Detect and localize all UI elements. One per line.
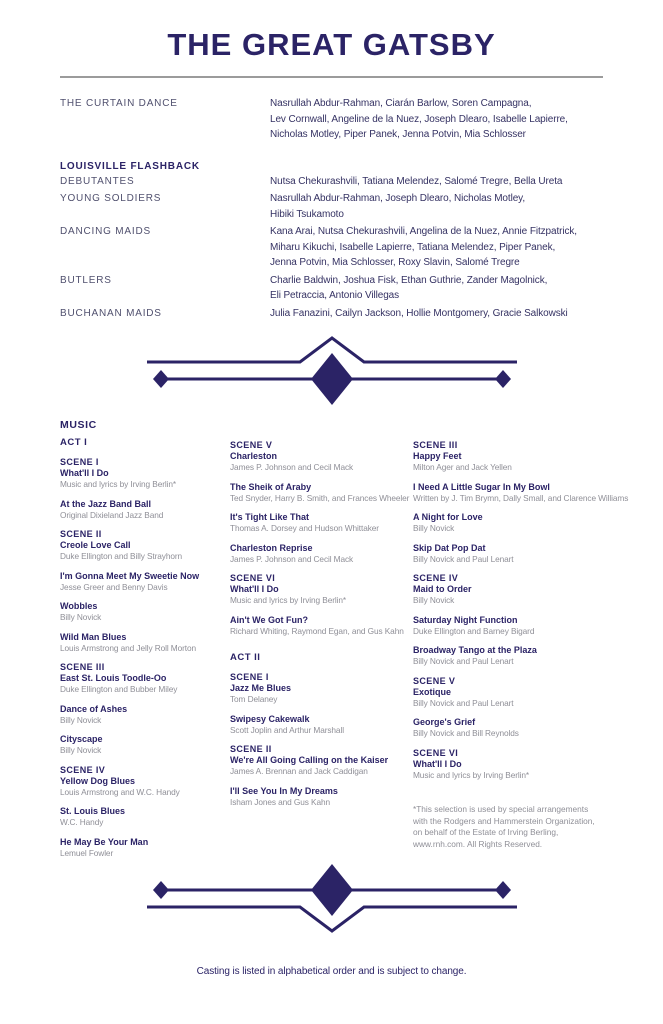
song-composer: Billy Novick xyxy=(60,612,102,622)
title-rule xyxy=(60,76,603,78)
song-title: Dance of Ashes xyxy=(60,703,128,714)
song-title: East St. Louis Toodle-Oo xyxy=(60,673,167,683)
song-composer: Music and lyrics by Irving Berlin* xyxy=(413,769,530,780)
music-column xyxy=(60,419,230,858)
song-entry xyxy=(413,512,603,534)
song-title: Charleston xyxy=(230,451,278,461)
cast-row xyxy=(60,224,603,271)
song-title: Wild Man Blues xyxy=(60,631,127,642)
cast-names xyxy=(270,306,568,322)
song-composer: James P. Johnson and Cecil Mack xyxy=(230,462,354,472)
song-composer: Written by J. Tim Brymn, Dally Small, and Clarence Williams xyxy=(413,492,629,503)
song-title: Yellow Dog Blues xyxy=(60,775,136,786)
song-title: Broadway Tango at the Plaza xyxy=(413,645,537,655)
song-composer: Tom Delaney xyxy=(230,694,278,704)
song-title: A Night for Love xyxy=(413,512,483,522)
song-title: Cityscape xyxy=(60,734,103,744)
song-composer: Music and lyrics by Irving Berlin* xyxy=(60,479,177,489)
song-composer: Original Dixieland Jazz Band xyxy=(60,509,164,520)
song-title: Skip Dat Pop Dat xyxy=(413,542,486,553)
cast-name-line: Charlie Baldwin, Joshua Fisk, Ethan Guthrie, Zander Magolnick, xyxy=(270,274,548,286)
song-composer: Duke Ellington and Barney Bigard xyxy=(413,625,535,636)
scene-label: SCENE IV xyxy=(60,764,106,775)
cast-role-label: BUTLERS xyxy=(60,274,112,286)
song-title: Ain't We Got Fun? xyxy=(230,614,308,625)
song-entry xyxy=(60,457,230,490)
song-composer: Billy Novick and Paul Lenart xyxy=(413,553,514,564)
song-composer: Louis Armstrong and Jelly Roll Morton xyxy=(60,642,197,653)
song-title: Swipesy Cakewalk xyxy=(230,713,310,724)
song-title: I Need A Little Sugar In My Bowl xyxy=(413,481,550,492)
song-composer: Louis Armstrong and W.C. Handy xyxy=(60,786,180,797)
scene-label: SCENE I xyxy=(230,672,269,682)
act-label: ACT I xyxy=(60,437,88,448)
song-title: What'll I Do xyxy=(230,584,279,594)
song-composer: Billy Novick and Paul Lenart xyxy=(413,697,514,708)
cast-names xyxy=(270,273,547,304)
cast-name-line: Julia Fanazini, Cailyn Jackson, Hollie Montgomery, Gracie Salkowski xyxy=(270,307,568,319)
song-title: Jazz Me Blues xyxy=(230,683,292,693)
song-composer: Billy Novick and Bill Reynolds xyxy=(413,728,519,738)
song-composer: Billy Novick xyxy=(60,714,102,725)
song-entry xyxy=(413,615,603,637)
song-entry xyxy=(413,481,629,504)
song-entry xyxy=(230,440,413,473)
cast-names xyxy=(270,191,525,222)
song-title: Happy Feet xyxy=(413,451,462,461)
song-entry xyxy=(230,615,413,637)
music-column xyxy=(413,419,629,858)
song-entry xyxy=(60,632,230,654)
song-composer: Music and lyrics by Irving Berlin* xyxy=(230,595,347,605)
song-entry xyxy=(413,440,603,473)
song-entry xyxy=(413,573,603,606)
song-composer: Duke Ellington and Billy Strayhorn xyxy=(60,551,183,561)
song-title: What'll I Do xyxy=(60,468,109,478)
song-composer: Billy Novick and Paul Lenart xyxy=(413,656,514,666)
song-title: I'm Gonna Meet My Sweetie Now xyxy=(60,570,200,581)
cast-names xyxy=(270,174,562,190)
cast-role-label: DEBUTANTES xyxy=(60,175,135,187)
song-entry xyxy=(230,786,413,808)
cast-role-label: THE CURTAIN DANCE xyxy=(60,98,178,109)
scene-label: SCENE II xyxy=(60,529,102,539)
cast-row xyxy=(60,273,603,304)
song-entry xyxy=(413,645,603,667)
song-composer: W.C. Handy xyxy=(60,817,104,827)
song-entry xyxy=(60,601,230,623)
scene-label: SCENE IV xyxy=(413,573,459,583)
footer-note: Casting is listed in alphabetical order and is subject to change. xyxy=(196,966,467,977)
song-entry xyxy=(413,676,603,709)
cast-row xyxy=(60,159,603,172)
music-heading: MUSIC xyxy=(60,419,97,431)
song-title: He May Be Your Man xyxy=(60,836,149,847)
scene-label: SCENE III xyxy=(413,440,458,450)
song-entry xyxy=(413,543,603,565)
scene-label: SCENE III xyxy=(60,662,105,672)
song-title: George's Grief xyxy=(413,717,476,727)
song-composer: Lemuel Fowler xyxy=(60,847,114,858)
song-composer: Billy Novick xyxy=(413,595,455,605)
song-entry xyxy=(230,714,413,736)
song-entry xyxy=(60,837,230,859)
scene-label: SCENE II xyxy=(230,744,272,754)
song-title: It's Tight Like That xyxy=(230,512,309,522)
song-composer: Billy Novick xyxy=(60,745,102,755)
song-composer: Isham Jones and Gus Kahn xyxy=(230,796,330,807)
song-entry xyxy=(60,662,230,695)
cast-name-line: Nasrullah Abdur-Rahman, Joseph Dlearo, Nicholas Motley, xyxy=(270,193,525,204)
cast-names xyxy=(270,224,577,271)
cast-role-label: LOUISVILLE FLASHBACK xyxy=(60,160,200,172)
song-title: What'll I Do xyxy=(413,758,462,769)
song-title: Exotique xyxy=(413,686,452,697)
song-title: The Sheik of Araby xyxy=(230,481,312,492)
song-composer: Jesse Greer and Benny Davis xyxy=(60,581,168,592)
song-title: St. Louis Blues xyxy=(60,806,126,816)
song-entry xyxy=(60,765,230,798)
song-composer: Duke Ellington and Bubber Miley xyxy=(60,684,178,694)
cast-row xyxy=(60,306,603,322)
cast-name-line: Miharu Kikuchi, Isabelle Lapierre, Tatiana Melendez, Piper Panek, xyxy=(270,241,556,253)
scene-label: SCENE VI xyxy=(413,747,459,758)
cast-names xyxy=(270,96,568,143)
cast-name-line: Nasrullah Abdur-Rahman, Ciarán Barlow, Soren Campagna, xyxy=(270,98,532,109)
art-deco-divider-bottom-icon xyxy=(147,864,517,934)
scene-label: SCENE V xyxy=(413,675,456,686)
song-entry xyxy=(60,529,230,562)
song-title: Wobbles xyxy=(60,601,98,611)
cast-name-line: Kana Arai, Nutsa Chekurashvili, Angelina de la Nuez, Annie Fitzpatrick, xyxy=(270,226,577,237)
song-composer: Thomas A. Dorsey and Hudson Whittaker xyxy=(230,523,379,533)
music-column xyxy=(230,419,413,858)
song-title: At the Jazz Band Ball xyxy=(60,498,152,509)
song-entry xyxy=(413,717,603,739)
song-title: Charleston Reprise xyxy=(230,542,313,553)
cast-name-line: Lev Cornwall, Angeline de la Nuez, Joseph Dlearo, Isabelle Lapierre, xyxy=(270,113,568,125)
act-label: ACT II xyxy=(230,652,261,663)
music-footnote: *This selection is used by special arrangements with the Rodgers and Hammerstein Organization, on behalf of the Estate of Irving Berling, www.rnh.com. All Rights Reserved. xyxy=(413,804,595,849)
song-title: Creole Love Call xyxy=(60,540,131,550)
song-entry xyxy=(230,744,413,777)
cast-role-label: YOUNG SOLDIERS xyxy=(60,193,162,204)
song-composer: Richard Whiting, Raymond Egan, and Gus Kahn xyxy=(230,625,404,636)
song-entry xyxy=(60,571,230,593)
song-entry xyxy=(60,499,230,521)
cast-name-line: Eli Petraccia, Antonio Villegas xyxy=(270,290,400,301)
cast-role-label: BUCHANAN MAIDS xyxy=(60,307,162,319)
song-entry xyxy=(230,512,413,534)
cast-name-line: Nicholas Motley, Piper Panek, Jenna Potvin, Mia Schlosser xyxy=(270,129,526,140)
song-entry xyxy=(413,748,603,781)
song-title: Saturday Night Function xyxy=(413,614,518,625)
song-entry xyxy=(60,704,230,726)
song-title: Maid to Order xyxy=(413,584,472,594)
song-title: We're All Going Calling on the Kaiser xyxy=(230,755,389,765)
page-title: THE GREAT GATSBY xyxy=(167,27,496,62)
cast-name-line: Jenna Potvin, Mia Schlosser, Roxy Slavin, Salomé Tregre xyxy=(270,257,520,268)
song-title: I'll See You In My Dreams xyxy=(230,785,338,796)
scene-label: SCENE V xyxy=(230,440,273,450)
cast-name-line: Nutsa Chekurashvili, Tatiana Melendez, Salomé Tregre, Bella Ureta xyxy=(270,175,563,187)
music-section xyxy=(60,419,629,858)
cast-role-label: DANCING MAIDS xyxy=(60,226,151,237)
scene-label: SCENE VI xyxy=(230,573,276,583)
song-entry xyxy=(230,573,413,606)
song-composer: Milton Ager and Jack Yellen xyxy=(413,462,512,472)
song-entry xyxy=(60,806,230,828)
song-composer: James P. Johnson and Cecil Mack xyxy=(230,553,354,564)
cast-row xyxy=(60,96,603,143)
song-entry xyxy=(230,543,413,565)
song-entry xyxy=(230,482,413,504)
song-entry xyxy=(230,672,413,705)
song-composer: Scott Joplin and Arthur Marshall xyxy=(230,724,344,735)
song-composer: Billy Novick xyxy=(413,523,455,533)
song-composer: Ted Snyder, Harry B. Smith, and Frances Wheeler xyxy=(230,492,410,503)
cast-section xyxy=(60,96,603,321)
art-deco-divider-top-icon xyxy=(147,335,517,405)
cast-row xyxy=(60,191,603,222)
scene-label: SCENE I xyxy=(60,457,99,467)
song-composer: James A. Brennan and Jack Caddigan xyxy=(230,766,368,776)
cast-row xyxy=(60,174,603,190)
cast-name-line: Hibiki Tsukamoto xyxy=(270,208,344,220)
song-entry xyxy=(60,734,230,756)
